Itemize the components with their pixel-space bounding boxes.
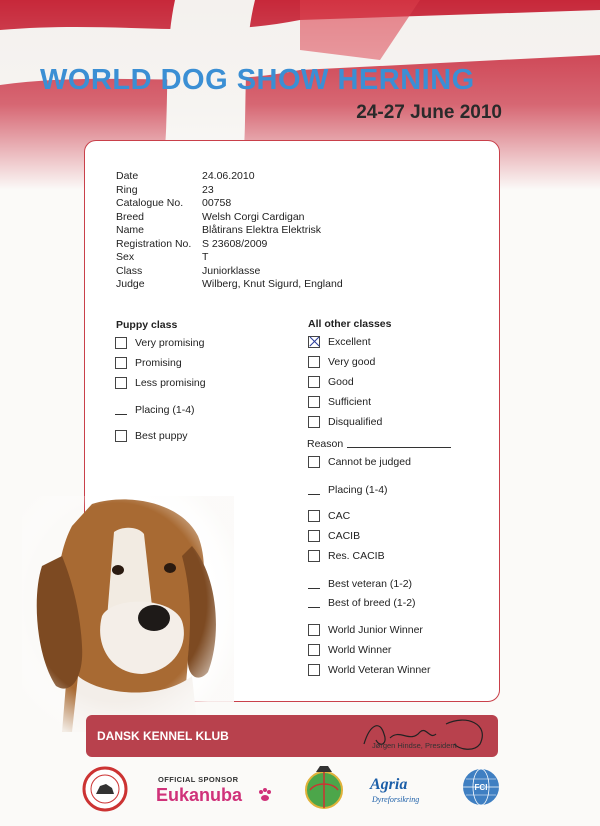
checkbox[interactable]	[308, 396, 320, 408]
dkk-logo	[82, 766, 128, 812]
paw-icon	[257, 787, 273, 803]
reason-label: Reason	[307, 438, 344, 450]
reason-field[interactable]	[307, 438, 451, 450]
option-label: Sufficient	[328, 396, 371, 408]
info-row-ring	[116, 184, 343, 198]
info-value: S 23608/2009	[202, 237, 268, 250]
checkbox[interactable]	[308, 530, 320, 542]
checkbox[interactable]	[308, 624, 320, 636]
placing-blank[interactable]	[308, 494, 320, 495]
option-label: Best veteran (1-2)	[328, 578, 413, 590]
placing-blank[interactable]	[308, 607, 320, 608]
placing-blank[interactable]	[308, 588, 320, 589]
info-value: Wilberg, Knut Sigurd, England	[202, 278, 343, 290]
option-best-veteran[interactable]	[308, 578, 412, 590]
option-promising[interactable]	[115, 357, 182, 369]
info-value: 23	[202, 183, 214, 196]
option-res-cacib[interactable]	[308, 550, 385, 562]
option-world-veteran-winner[interactable]	[308, 664, 431, 676]
info-value: T	[202, 251, 209, 263]
info-label: Breed	[116, 210, 145, 223]
info-label: Date	[116, 170, 139, 182]
info-label: Name	[116, 224, 145, 236]
option-best-puppy[interactable]	[115, 430, 188, 442]
info-label: Class	[116, 264, 143, 277]
option-label: Good	[328, 376, 354, 388]
option-cannot-be-judged[interactable]	[308, 456, 411, 468]
info-value: Blåtirans Elektra Elektrisk	[202, 224, 322, 236]
checkbox[interactable]	[308, 416, 320, 428]
checkbox[interactable]	[308, 456, 320, 468]
checkbox[interactable]	[308, 664, 320, 676]
option-puppy-placing[interactable]	[115, 404, 195, 416]
option-sufficient[interactable]	[308, 396, 371, 408]
option-less-promising[interactable]	[115, 377, 206, 389]
info-row-date	[116, 170, 343, 184]
option-label: Less promising	[135, 377, 206, 389]
option-placing[interactable]	[308, 484, 388, 496]
checkbox[interactable]	[308, 510, 320, 522]
option-best-of-breed[interactable]	[308, 597, 416, 609]
agria-logo: Agria	[370, 776, 408, 793]
info-label: Registration No.	[116, 237, 192, 250]
option-label: Placing (1-4)	[135, 404, 195, 416]
option-label: Cannot be judged	[328, 456, 411, 468]
beagle-image	[22, 496, 234, 732]
info-row-sex	[116, 251, 343, 265]
checkbox[interactable]	[308, 644, 320, 656]
checkbox[interactable]	[308, 376, 320, 388]
checkbox[interactable]	[308, 550, 320, 562]
option-label: Very promising	[135, 337, 205, 349]
puppy-class-heading: Puppy class	[116, 319, 178, 331]
option-label: Disqualified	[328, 416, 383, 428]
event-dates: 24-27 June 2010	[356, 102, 502, 123]
option-label: Best of breed (1-2)	[328, 597, 416, 609]
fci-label: FCI	[474, 783, 488, 792]
option-label: World Winner	[328, 644, 392, 656]
info-label: Catalogue No.	[116, 197, 184, 209]
info-value: 24.06.2010	[202, 170, 255, 182]
option-label: Excellent	[328, 336, 371, 348]
eukanuba-logo: Eukanuba	[156, 785, 243, 805]
signer-name: Jørgen Hindse, President	[372, 741, 457, 750]
option-cac[interactable]	[308, 510, 350, 522]
option-excellent[interactable]	[308, 336, 371, 348]
option-label: Best puppy	[135, 430, 188, 442]
checkbox-checked[interactable]	[308, 336, 320, 348]
option-very-promising[interactable]	[115, 337, 204, 349]
checkbox[interactable]	[308, 356, 320, 368]
other-classes-heading: All other classes	[308, 318, 392, 330]
page-title: WORLD DOG SHOW HERNING	[40, 64, 475, 96]
placing-blank[interactable]	[115, 414, 127, 415]
option-label: CACIB	[328, 530, 361, 542]
checkbox[interactable]	[115, 377, 127, 389]
option-world-junior-winner[interactable]	[308, 624, 423, 636]
club-name: DANSK KENNEL KLUB	[97, 729, 229, 743]
info-label: Sex	[116, 251, 135, 263]
option-label: Very good	[328, 356, 376, 368]
info-row-catalogue	[116, 197, 343, 211]
option-very-good[interactable]	[308, 356, 375, 368]
info-label: Judge	[116, 278, 145, 290]
info-row-judge	[116, 278, 343, 292]
reason-line[interactable]	[347, 447, 451, 448]
info-label: Ring	[116, 183, 138, 196]
agria-subtitle: Dyreforsikring	[372, 795, 420, 804]
world-dog-show-logo	[302, 764, 346, 810]
option-label: Placing (1-4)	[328, 484, 388, 496]
info-value: 00758	[202, 197, 232, 209]
info-row-class	[116, 265, 343, 279]
option-label: World Veteran Winner	[328, 664, 431, 676]
entry-info	[116, 170, 343, 292]
option-label: Res. CACIB	[328, 550, 385, 562]
option-label: Promising	[135, 357, 182, 369]
option-good[interactable]	[308, 376, 354, 388]
info-value: Juniorklasse	[202, 264, 261, 277]
info-row-registration	[116, 238, 343, 252]
info-row-name	[116, 224, 343, 238]
info-value: Welsh Corgi Cardigan	[202, 210, 305, 223]
fci-logo	[461, 767, 501, 807]
sponsor-label: OFFICIAL SPONSOR	[158, 775, 239, 784]
option-world-winner[interactable]	[308, 644, 391, 656]
option-disqualified[interactable]	[308, 416, 382, 428]
option-label: World Junior Winner	[328, 624, 423, 636]
option-label: CAC	[328, 510, 351, 522]
checkbox[interactable]	[115, 430, 127, 442]
info-row-breed	[116, 211, 343, 225]
option-cacib[interactable]	[308, 530, 360, 542]
checkbox[interactable]	[115, 357, 127, 369]
checkbox[interactable]	[115, 337, 127, 349]
